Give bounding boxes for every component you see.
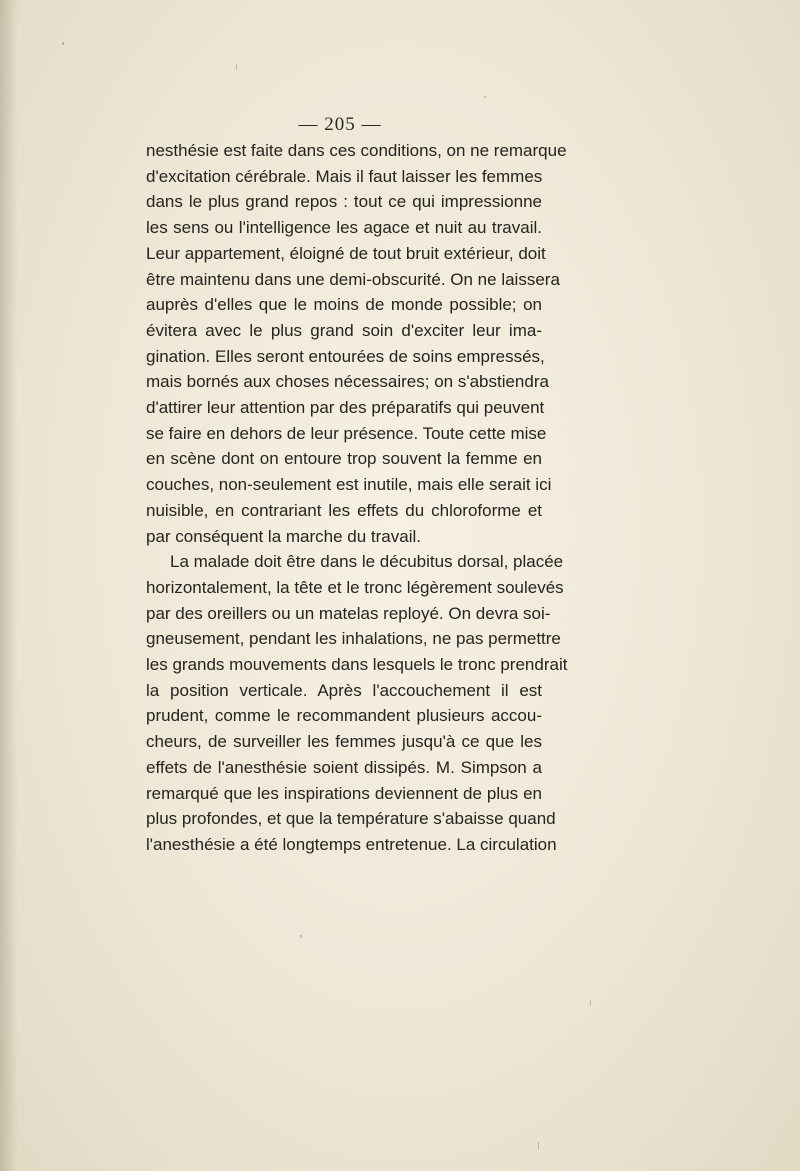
body-text bbox=[146, 138, 568, 858]
page-number: — 205 — bbox=[298, 114, 382, 135]
paper-speck bbox=[590, 1000, 591, 1006]
text-line: d'excitation cérébrale. Mais il faut laisser les femmes bbox=[146, 166, 543, 186]
text-line: auprès d'elles que le moins de monde possible; on bbox=[146, 295, 542, 315]
text-line: prudent, comme le recommandent plusieurs accou- bbox=[146, 706, 542, 726]
text-line: la position verticale. Après l'accouchement il est bbox=[146, 680, 542, 700]
text-line: les grands mouvements dans lesquels le tronc prendrait bbox=[146, 655, 568, 675]
text-line: mais bornés aux choses nécessaires; on s'abstiendra bbox=[146, 372, 549, 392]
text-line: Leur appartement, éloigné de tout bruit extérieur, doit bbox=[146, 243, 546, 263]
text-line: gination. Elles seront entourées de soins empressés, bbox=[146, 346, 545, 366]
text-line: horizontalement, la tête et le tronc légèrement soulevés bbox=[146, 577, 564, 597]
page-edge-shadow bbox=[0, 0, 18, 1171]
text-line: couches, non-seulement est inutile, mais elle serait ici bbox=[146, 475, 552, 495]
paper-speck bbox=[538, 1142, 539, 1150]
paper-speck bbox=[300, 935, 302, 938]
text-line: nuisible, en contrariant les effets du chloroforme et bbox=[146, 500, 542, 520]
paper-speck bbox=[62, 42, 64, 45]
paper-speck bbox=[484, 96, 486, 98]
text-line: par conséquent la marche du travail. bbox=[146, 526, 421, 546]
text-line: La malade doit être dans le décubitus dorsal, placée bbox=[170, 552, 564, 572]
text-line: d'attirer leur attention par des préparatifs qui peuvent bbox=[146, 398, 545, 418]
text-line: effets de l'anesthésie soient dissipés. M. Simpson a bbox=[146, 757, 542, 777]
text-line: évitera avec le plus grand soin d'exciter leur ima- bbox=[146, 320, 542, 340]
text-line: être maintenu dans une demi-obscurité. On ne laissera bbox=[146, 269, 560, 289]
text-line: les sens ou l'intelligence les agace et nuit au travail. bbox=[146, 218, 542, 238]
text-line: remarqué que les inspirations deviennent de plus en bbox=[146, 783, 542, 803]
text-line: cheurs, de surveiller les femmes jusqu'à ce que les bbox=[146, 732, 542, 752]
text-line: par des oreillers ou un matelas reployé. On devra soi- bbox=[146, 603, 551, 623]
text-line: se faire en dehors de leur présence. Toute cette mise bbox=[146, 423, 547, 443]
text-line: en scène dont on entoure trop souvent la femme en bbox=[146, 449, 542, 469]
text-line: gneusement, pendant les inhalations, ne pas permettre bbox=[146, 629, 561, 649]
text-line: l'anesthésie a été longtemps entretenue. La circulation bbox=[146, 834, 557, 854]
paper-speck bbox=[236, 64, 237, 70]
text-line: dans le plus grand repos : tout ce qui impressionne bbox=[146, 192, 542, 212]
text-line: plus profondes, et que la température s'abaisse quand bbox=[146, 809, 556, 829]
text-line: nesthésie est faite dans ces conditions, on ne remarque bbox=[146, 141, 567, 160]
